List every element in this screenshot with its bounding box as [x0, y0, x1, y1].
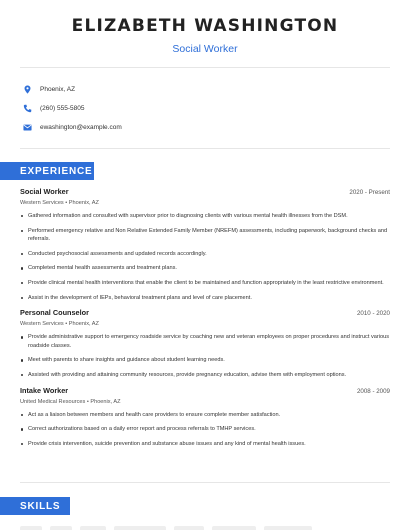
job-dates: 2008 - 2009: [356, 387, 390, 395]
skill-chip: [212, 526, 256, 530]
phone-icon: [22, 104, 32, 114]
job-company: United Medical Resources • Phoenix, AZ: [20, 398, 121, 405]
skills-heading: SKILLS: [0, 497, 70, 515]
bullet-item: Assist in the development of IEPs, behavioral treatment plans and level of care placement.: [20, 294, 390, 302]
skill-chip: [264, 526, 312, 530]
bullet-item: Meet with parents to share insights and guidance about student learning needs.: [20, 356, 390, 364]
bullet-item: Provide administrative support to emergency roadside service by coaching new and veteran employees on proper procedures and instruct various roadside classes.: [20, 333, 390, 349]
bullet-item: Conducted psychosocial assessments and updated records accordingly.: [20, 250, 390, 258]
experience-divider: [20, 482, 390, 483]
bullet-item: Correct authorizations based on a daily error report and process referrals to TMHP services.: [20, 425, 390, 433]
bullet-item: Provide crisis intervention, suicide prevention and substance abuse issues and any kind of mental health issues.: [20, 440, 390, 448]
contact-info: [22, 80, 382, 137]
header-divider: [20, 67, 390, 68]
job-bullets: [20, 411, 390, 449]
contact-phone: [22, 99, 382, 118]
job-dates: 2020 - Present: [349, 189, 390, 196]
skill-chip: [50, 526, 72, 530]
job-title: Social Worker: [20, 187, 69, 196]
location-text: Phoenix, AZ: [40, 86, 76, 93]
email-icon: [22, 123, 32, 133]
phone-text: (260) 555-5805: [40, 105, 85, 112]
skills-list: [20, 526, 312, 530]
bullet-item: Completed mental health assessments and treatment plans.: [20, 264, 390, 272]
job-dates: 2010 - 2020: [356, 310, 390, 318]
job-company: Western Services • Phoenix, AZ: [20, 200, 99, 206]
skill-chip: [114, 526, 166, 530]
job-title: Personal Counselor: [20, 308, 89, 318]
job-entry: [20, 386, 390, 449]
job-company: Western Services • Phoenix, AZ: [20, 321, 99, 328]
contact-email: [22, 118, 382, 137]
contact-divider: [20, 148, 390, 149]
job-bullets: [20, 212, 390, 302]
job-bullets: [20, 333, 390, 379]
bullet-item: Act as a liaison between members and health care providers to ensure complete member satisfaction.: [20, 411, 390, 419]
job-entry: [20, 308, 390, 379]
location-pin-icon: [22, 85, 32, 95]
job-title: Intake Worker: [20, 385, 69, 395]
candidate-title: Social Worker: [172, 43, 238, 55]
resume-header: [0, 16, 410, 55]
bullet-item: Performed emergency relative and Non Relative Extended Family Member (NREFM) assessments, including paperwork, background checks and referrals.: [20, 227, 390, 243]
skill-chip: [20, 526, 42, 530]
skill-chip: [174, 526, 204, 530]
email-text: ewashington@example.com: [40, 124, 122, 131]
contact-location: [22, 80, 382, 99]
skill-chip: [80, 526, 106, 530]
bullet-item: Assisted with providing and attaining community resources, provide pregnancy education, advise them with employment options.: [20, 371, 390, 379]
candidate-name: ELIZABETH WASHINGTON: [71, 16, 339, 36]
experience-heading: EXPERIENCE: [0, 162, 94, 180]
job-entry: [20, 187, 390, 302]
bullet-item: Provide clinical mental health interventions that enable the client to be maintained and function appropriately in the least restrictive environment.: [20, 279, 390, 287]
bullet-item: Gathered information and consulted with supervisor prior to diagnosing clients with various mental health illnesses from the DSM.: [20, 212, 390, 220]
experience-section: [20, 187, 390, 455]
